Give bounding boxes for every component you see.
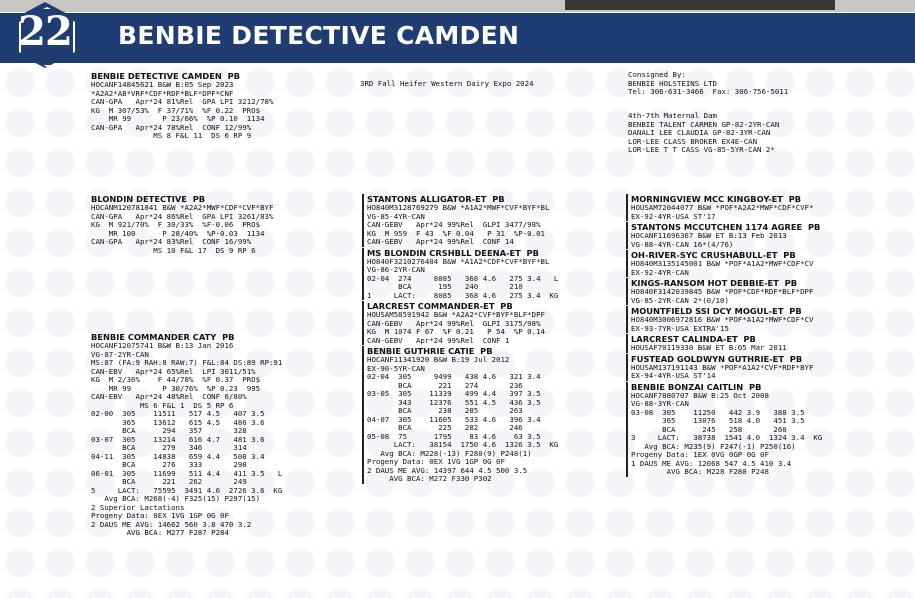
detail-line: BCA 195 240 210: [367, 282, 523, 291]
detail-line: KG M 2/36% F 44/78% %F 0.37 PRO$: [91, 375, 261, 384]
detail-line: Avg BCA: M268(-4) F325(15) P297(15): [91, 494, 261, 503]
detail-line: BCA 276 333 298: [91, 460, 247, 469]
detail-line: HO840F3142039845 B&W *POF*CDF*RDF*BLF*DPF: [631, 287, 814, 296]
pedigree-entry: [626, 382, 911, 477]
detail-line: HO840M3135145001 B&W *POF*A1A2*MWF*CDF*CV: [631, 259, 814, 268]
detail-line: KG M 1074 F 67 %F 0.21 P 54 %P 0.14: [367, 327, 545, 336]
detail-line: Progeny Data: 0EX 1VG 1GP 0G 0F: [367, 457, 505, 466]
pedigree-entry: [626, 194, 911, 221]
detail-line: 03-08 305 11250 442 3.9 388 3.5: [631, 407, 805, 417]
pedigree-details: [631, 232, 911, 249]
detail-line: CAN-GEBV Apr*24 99%Rel GLPI 3175/98%: [367, 318, 541, 328]
animal-name: BENBIE DETECTIVE CAMDEN PB: [91, 71, 241, 81]
pedigree-details: [631, 204, 911, 221]
detail-line: BCA 245 258 260: [631, 424, 787, 434]
detail-line: Tel: 306-631-3466 Fax: 306-756-5011: [628, 87, 789, 96]
detail-line: 02-04 305 9499 438 4.6 321 3.4: [367, 372, 541, 381]
pedigree-entry: [362, 194, 622, 247]
detail-line: BCA 221 274 236: [367, 380, 523, 390]
detail-line: VG-85-4YR-CAN: [367, 211, 425, 221]
detail-line: 02-00 305 11511 517 4.5 407 3.5: [91, 409, 265, 418]
pedigree-entry: [626, 306, 911, 333]
detail-line: Avg BCA: M235(9) F247(-1) P250(16): [631, 441, 796, 451]
pedigree-entry: [626, 354, 911, 381]
detail-line: CAN-EBV Apr*24 65%Rel LPI 3011/51%: [91, 366, 256, 376]
maternal-dam-details: [628, 112, 779, 155]
detail-line: HO840M3128769279 B&W *A1A2*MWF*CVF*BYF*BL: [367, 203, 550, 212]
detail-line: HOCANF11341920 B&W B:19 Jul 2012: [367, 355, 510, 364]
detail-line: BCA 294 357 328: [91, 426, 247, 435]
detail-line: KG M 921/70% F 30/33% %F-0.06 PRO$: [91, 220, 261, 229]
detail-line: 03-05 305 11339 499 4.4 397 3.5: [367, 389, 541, 398]
detail-line: MS:87 (FA:9 RAH:8 RAW:7) F&L:84 DS:89 RP:91: [91, 358, 283, 367]
detail-line: HOCANF11696367 B&W ET B:13 Feb 2013: [631, 231, 787, 240]
pedigree-name: MS BLONDIN CRSHBLL DEENA-ET PB: [367, 247, 539, 258]
detail-line: HOCANF12075741 B&W B:13 Jan 2016: [91, 341, 234, 350]
pedigree-name: BENBIE BONZAI CAITLIN PB: [631, 381, 762, 392]
detail-line: CAN-GEBV Apr*24 99%Rel CONF 14: [367, 237, 514, 246]
detail-line: CAN-GPA Apr*24 81%Rel GPA LPI 3212/78%: [91, 97, 274, 106]
detail-line: CAN-GEBV Apr*24 99%Rel CONF 1: [367, 335, 510, 345]
detail-line: VG-86-2YR-CAN: [367, 265, 425, 274]
detail-line: VG-88-4YR-CAN 16*(4/76): [631, 239, 734, 249]
detail-line: BENBIE HOLSTEINS LTD: [628, 78, 717, 88]
detail-line: 05-08 75 1795 83 4.6 63 3.5: [367, 431, 541, 441]
pedigree-name: LARCREST CALINDA-ET PB: [631, 334, 756, 344]
detail-line: HOUSAM72044077 B&W *POF*A2A2*MWF*CDF*CVF*: [631, 203, 814, 212]
lot-title: BENBIE DETECTIVE CAMDEN: [118, 21, 520, 50]
pedigree-entry: [626, 222, 911, 249]
detail-line: 2 Superior Lactations: [91, 502, 185, 512]
show-note: 3RD Fall Heifer Western Dairy Expo 2024: [360, 79, 534, 88]
maternal-dam-block: [628, 112, 779, 155]
detail-line: BCA 225 282 246: [367, 423, 523, 432]
detail-line: CAN-EBV Apr*24 48%Rel CONF 6/80%: [91, 392, 247, 401]
pedigree-entry: [362, 346, 622, 484]
pedigree-entry: [362, 248, 622, 301]
pedigree-details: [367, 311, 622, 345]
detail-line: KG M 959 F 43 %F 0.04 P 31 %P-0.01: [367, 228, 545, 238]
detail-line: BCA 221 262 249: [91, 477, 247, 486]
pedigree-entry: [626, 278, 911, 305]
animal-block: [91, 71, 273, 141]
detail-line: Progeny Data: 1EX 0VG 0GP 0G 0F: [631, 450, 769, 459]
pedigree-details: [631, 392, 911, 477]
detail-line: 04-07 305 11605 533 4.6 396 3.4: [367, 414, 541, 424]
pedigree-details: [367, 204, 622, 247]
detail-line: EX-92-4YR-CAN: [631, 267, 689, 277]
pedigree-name: MORNINGVIEW MCC KINGBOY-ET PB: [631, 194, 802, 204]
detail-line: 06-01 305 11699 511 4.4 411 3.5 L: [91, 468, 283, 478]
detail-line: EX-93-7YR-USA EXTRA'15: [631, 323, 729, 333]
detail-line: BENBIE TALENT CARMEN GP-82-2YR-CAN: [628, 119, 780, 129]
detail-line: MR 100 P 28/40% %P-0.03 1134: [91, 228, 265, 238]
detail-line: AVG BCA: M277 F287 P284: [91, 528, 229, 537]
pedigree-details: [631, 288, 911, 305]
pedigree-details: [631, 344, 911, 353]
detail-line: BCA 279 346 314: [91, 443, 247, 452]
sire-name: BLONDIN DETECTIVE PB: [91, 194, 206, 204]
detail-line: 3 LACT: 38738 1541 4.0 1324 3.4 KG: [631, 433, 823, 442]
middle-pedigree-column: [362, 194, 622, 485]
detail-line: CAN-GPA Apr*24 78%Rel CONF 12/99%: [91, 122, 252, 132]
detail-line: VG-85-2YR-CAN 2*(0/10): [631, 295, 729, 305]
detail-line: DANALI LEE CLAUDIA GP-82-3YR-CAN: [628, 128, 771, 137]
pedigree-name: MOUNTFIELD SSI DCY MOGUL-ET PB: [631, 306, 802, 316]
pedigree-entry: [362, 301, 622, 345]
pedigree-name: KINGS-RANSOM HOT DEBBIE-ET PB: [631, 278, 798, 288]
detail-line: EX-90-5YR-CAN: [367, 363, 425, 373]
pedigree-name: LARCREST COMMANDER-ET PB: [367, 301, 513, 311]
detail-line: KG M 307/53% F 37/71% %F 0.22 PRO$: [91, 105, 261, 115]
detail-line: HOUSAM58591942 B&W *A2A2*CVF*BYF*BLF*DPF: [367, 310, 545, 319]
consignor-block: [628, 71, 788, 97]
detail-line: Avg BCA: M228(-13) F280(9) P248(1): [367, 448, 532, 458]
detail-line: 02-04 274 8085 368 4.6 275 3.4 L: [367, 273, 559, 283]
pedigree-name: STANTONS MCCUTCHEN 1174 AGREE PB: [631, 222, 821, 232]
pedigree-name: FUSTEAD GOLDWYN GUTHRIE-ET PB: [631, 353, 803, 364]
detail-line: CAN-GEBV Apr*24 99%Rel GLPI 3477/98%: [367, 220, 541, 229]
header-photo-strip: [0, 0, 915, 12]
dam-details: [91, 342, 282, 538]
detail-line: MR 99 P 30/76% %P 0.23 995: [91, 383, 261, 393]
animal-details: [91, 81, 273, 141]
detail-line: 5 LACT: 75595 3491 4.6 2726 3.6 KG: [91, 485, 283, 495]
detail-line: CAN-GPA Apr*24 83%Rel CONF 16/99%: [91, 237, 252, 246]
detail-line: 365 13612 615 4.5 486 3.6: [91, 417, 265, 427]
pedigree-details: [631, 260, 911, 277]
detail-line: CAN-GPA Apr*24 86%Rel GPA LPI 3261/83%: [91, 211, 274, 221]
pedigree-details: [631, 316, 911, 333]
detail-line: HOCANF7880707 B&W B:25 Oct 2008: [631, 390, 769, 400]
detail-line: Progeny Data: 0EX 1VG 1GP 0G 0F: [91, 511, 229, 520]
detail-line: EX-92-4YR-USA ST'17: [631, 211, 716, 221]
detail-line: 365 13076 518 4.0 451 3.5: [631, 416, 805, 425]
right-pedigree-column: [626, 194, 911, 478]
detail-line: AVG BCA: M228 F280 P248: [631, 467, 769, 476]
detail-line: MS 10 F&L 17 DS 9 RP 6: [91, 245, 256, 255]
detail-line: HOCANM120781841 B&W *A2A2*MWF*CDF*CVF*BYF: [91, 203, 274, 212]
detail-line: BCA 238 285 263: [367, 406, 523, 415]
detail-line: 04-11 305 14838 659 4.4 500 3.4: [91, 451, 265, 461]
detail-line: MR 99 P 23/66% %P 0.10 1134: [91, 114, 265, 123]
detail-line: LOR-LEE T T CASS VG-85-5YR-CAN 2*: [628, 145, 775, 154]
detail-line: MS 8 F&L 11 DS 6 RP 9: [91, 131, 252, 140]
detail-line: 4th-7th Maternal Dam: [628, 111, 717, 120]
pedigree-entry: [626, 334, 911, 353]
detail-line: HO840F3210276404 B&W *A1A2*CDF*CVF*BYF*BL: [367, 256, 550, 266]
detail-line: MS 6 F&L 1 DS 5 RP 6: [91, 400, 234, 410]
detail-line: 2 DAUS ME AVG: 14662 560 3.8 470 3.2: [91, 519, 252, 529]
detail-line: *A2A2*AB*VRF*CDF*RDF*BLF*DPF*CNF: [91, 88, 234, 98]
sire-details: [91, 204, 273, 255]
lot-number: 22: [18, 8, 72, 55]
detail-line: LOR-LEE CLASS BROKER EX4E-CAN: [628, 136, 758, 146]
detail-line: 1 DAUS ME AVG: 12068 547 4.5 410 3.4: [631, 458, 792, 468]
detail-line: AVG BCA: M272 F330 P302: [367, 474, 492, 483]
detail-line: 1 LACT: 8085 368 4.6 275 3.4 KG: [367, 290, 559, 300]
detail-line: VG-87-2YR-CAN: [91, 349, 149, 359]
detail-line: Consigned By:: [628, 70, 686, 79]
pedigree-details: [367, 356, 622, 484]
detail-line: VG-88-3YR-CAN: [631, 399, 689, 408]
pedigree-name: OH-RIVER-SYC CRUSHABULL-ET PB: [631, 250, 796, 260]
detail-line: HOUSAM137191143 B&W *POF*A1A2*CVF*RDF*BYF: [631, 362, 814, 372]
detail-line: 343 12376 551 4.5 436 3.5: [367, 397, 541, 407]
dam-name: BENBIE COMMANDER CATY PB: [91, 332, 235, 342]
show-note-block: [360, 80, 534, 89]
pedigree-details: [631, 364, 911, 381]
pedigree-name: BENBIE GUTHRIE CATIE PB: [367, 346, 493, 356]
cattle-photo-crop: [565, 0, 835, 10]
detail-line: HOUSAF70119330 B&W ET B:05 Mar 2011: [631, 343, 787, 352]
consignor-details: [628, 71, 788, 97]
dam-block: [91, 332, 282, 538]
detail-line: 03-07 305 13214 616 4.7 481 3.6: [91, 434, 265, 444]
detail-line: EX-94-4YR-USA ST'14: [631, 371, 716, 380]
detail-line: HO840M3006972816 B&W *POF*A1A2*MWF*CDF*CV: [631, 315, 814, 324]
pedigree-details: [367, 258, 622, 301]
sire-block: [91, 194, 273, 255]
detail-line: HOCANF14845621 B&W B:05 Sep 2023: [91, 80, 234, 89]
pedigree-name: STANTONS ALLIGATOR-ET PB: [367, 194, 505, 204]
pedigree-entry: [626, 250, 911, 277]
detail-line: LACT: 38154 1750 4.6 1326 3.5 KG: [367, 440, 559, 449]
detail-line: 2 DAUS ME AVG: 14397 644 4.5 500 3.5: [367, 465, 528, 475]
